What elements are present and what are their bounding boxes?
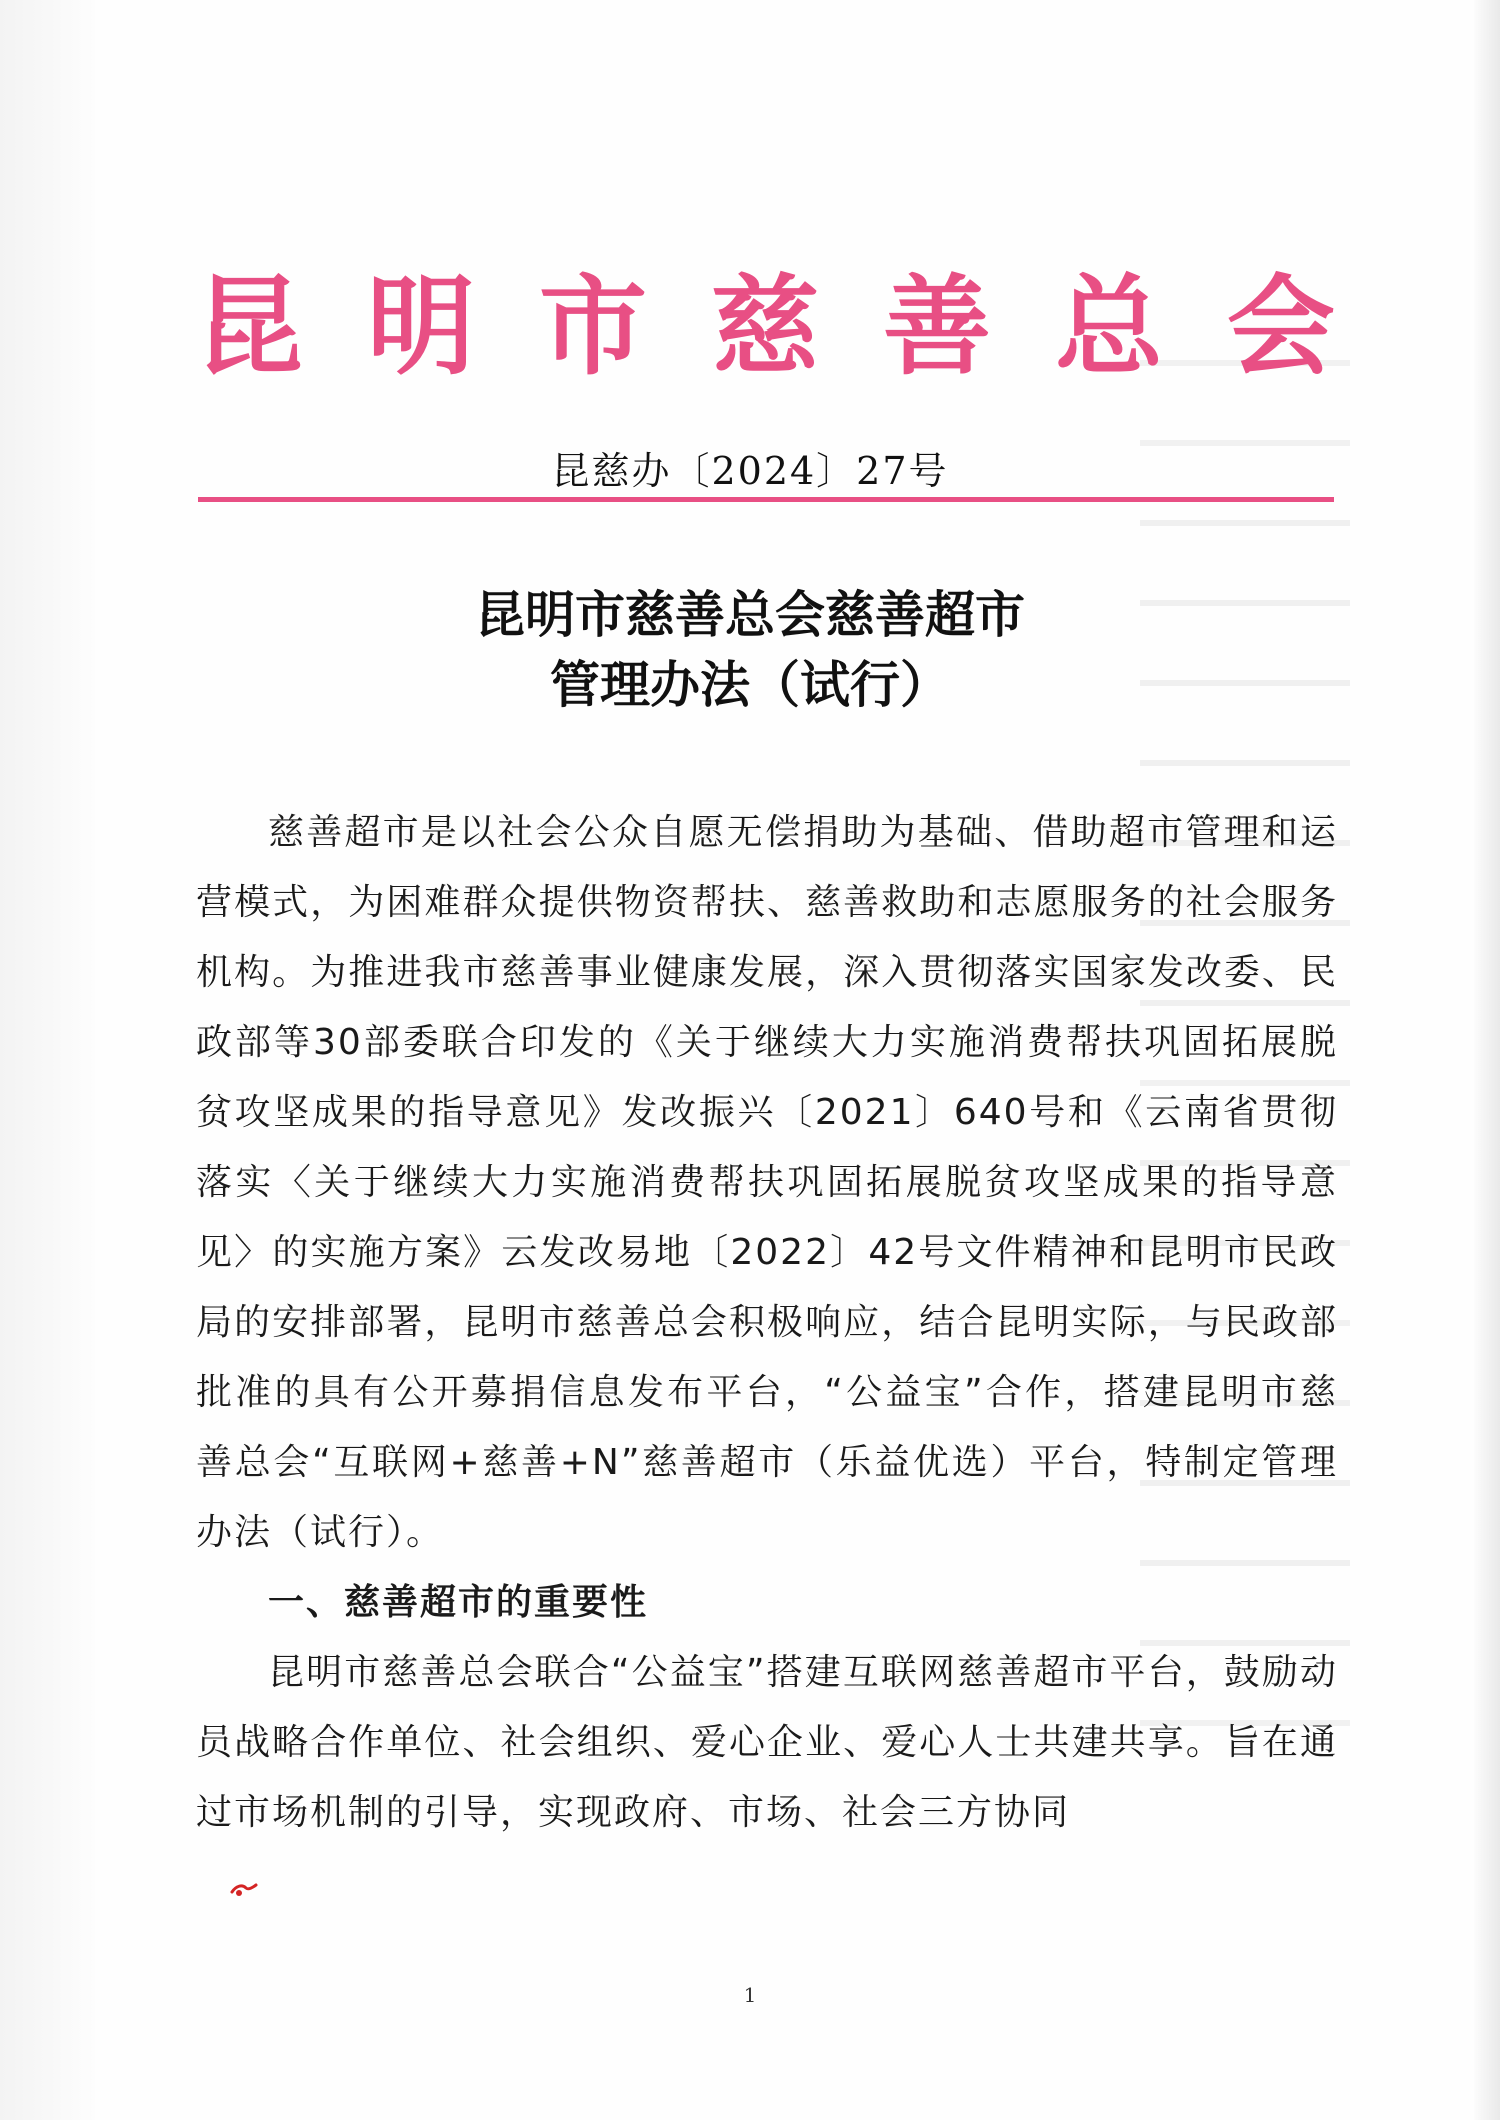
letterhead-divider — [198, 497, 1334, 502]
intro-paragraph: 慈善超市是以社会公众自愿无偿捐助为基础、借助超市管理和运营模式，为困难群众提供物资帮扶、慈善救助和志愿服务的社会服务机构。为推进我市慈善事业健康发展，深入贯彻落实国家发改委、民政部等30部委联合印发的《关于继续大力实施消费帮扶巩固拓展脱贫攻坚成果的指导意见》发改振兴〔2021〕640号和《云南省贯彻落实〈关于继续大力实施消费帮扶巩固拓展脱贫攻坚成果的指导意见〉的实施方案》云发改易地〔2022〕42号文件精神和昆明市民政局的安排部署，昆明市慈善总会积极响应，结合昆明实际，与民政部批准的具有公开募捐信息发布平台，“公益宝”合作，搭建昆明市慈善总会“互联网+慈善+N”慈善超市（乐益优选）平台，特制定管理办法（试行）。 — [196, 812, 1338, 1553]
red-ink-mark-icon — [230, 1882, 258, 1898]
organization-letterhead — [195, 262, 1335, 392]
page-number: 1 — [743, 1983, 757, 2007]
section-paragraph: 昆明市慈善总会联合“公益宝”搭建互联网慈善超市平台，鼓励动员战略合作单位、社会组织、爱心企业、爱心人士共建共享。旨在通过市场机制的引导，实现政府、市场、社会三方协同 — [196, 1652, 1338, 1833]
letterhead-char: 会 — [1226, 264, 1335, 390]
document-body — [196, 798, 1338, 1848]
scan-edge-right — [1474, 0, 1500, 2120]
letterhead-char: 总 — [1054, 264, 1163, 390]
letterhead-char: 市 — [538, 264, 647, 390]
title-line-2: 管理办法（试行） — [550, 656, 950, 714]
letterhead-char: 昆 — [195, 264, 304, 390]
document-number: 昆慈办〔2024〕27号 — [551, 449, 949, 493]
letterhead-char: 慈 — [710, 264, 819, 390]
letterhead-char: 善 — [882, 264, 991, 390]
title-line-1: 昆明市慈善总会慈善超市 — [475, 586, 1025, 644]
section-heading: 一、慈善超市的重要性 — [268, 1582, 649, 1623]
scan-edge-left — [0, 0, 95, 2120]
document-title — [0, 580, 1500, 720]
letterhead-char: 明 — [366, 264, 475, 390]
